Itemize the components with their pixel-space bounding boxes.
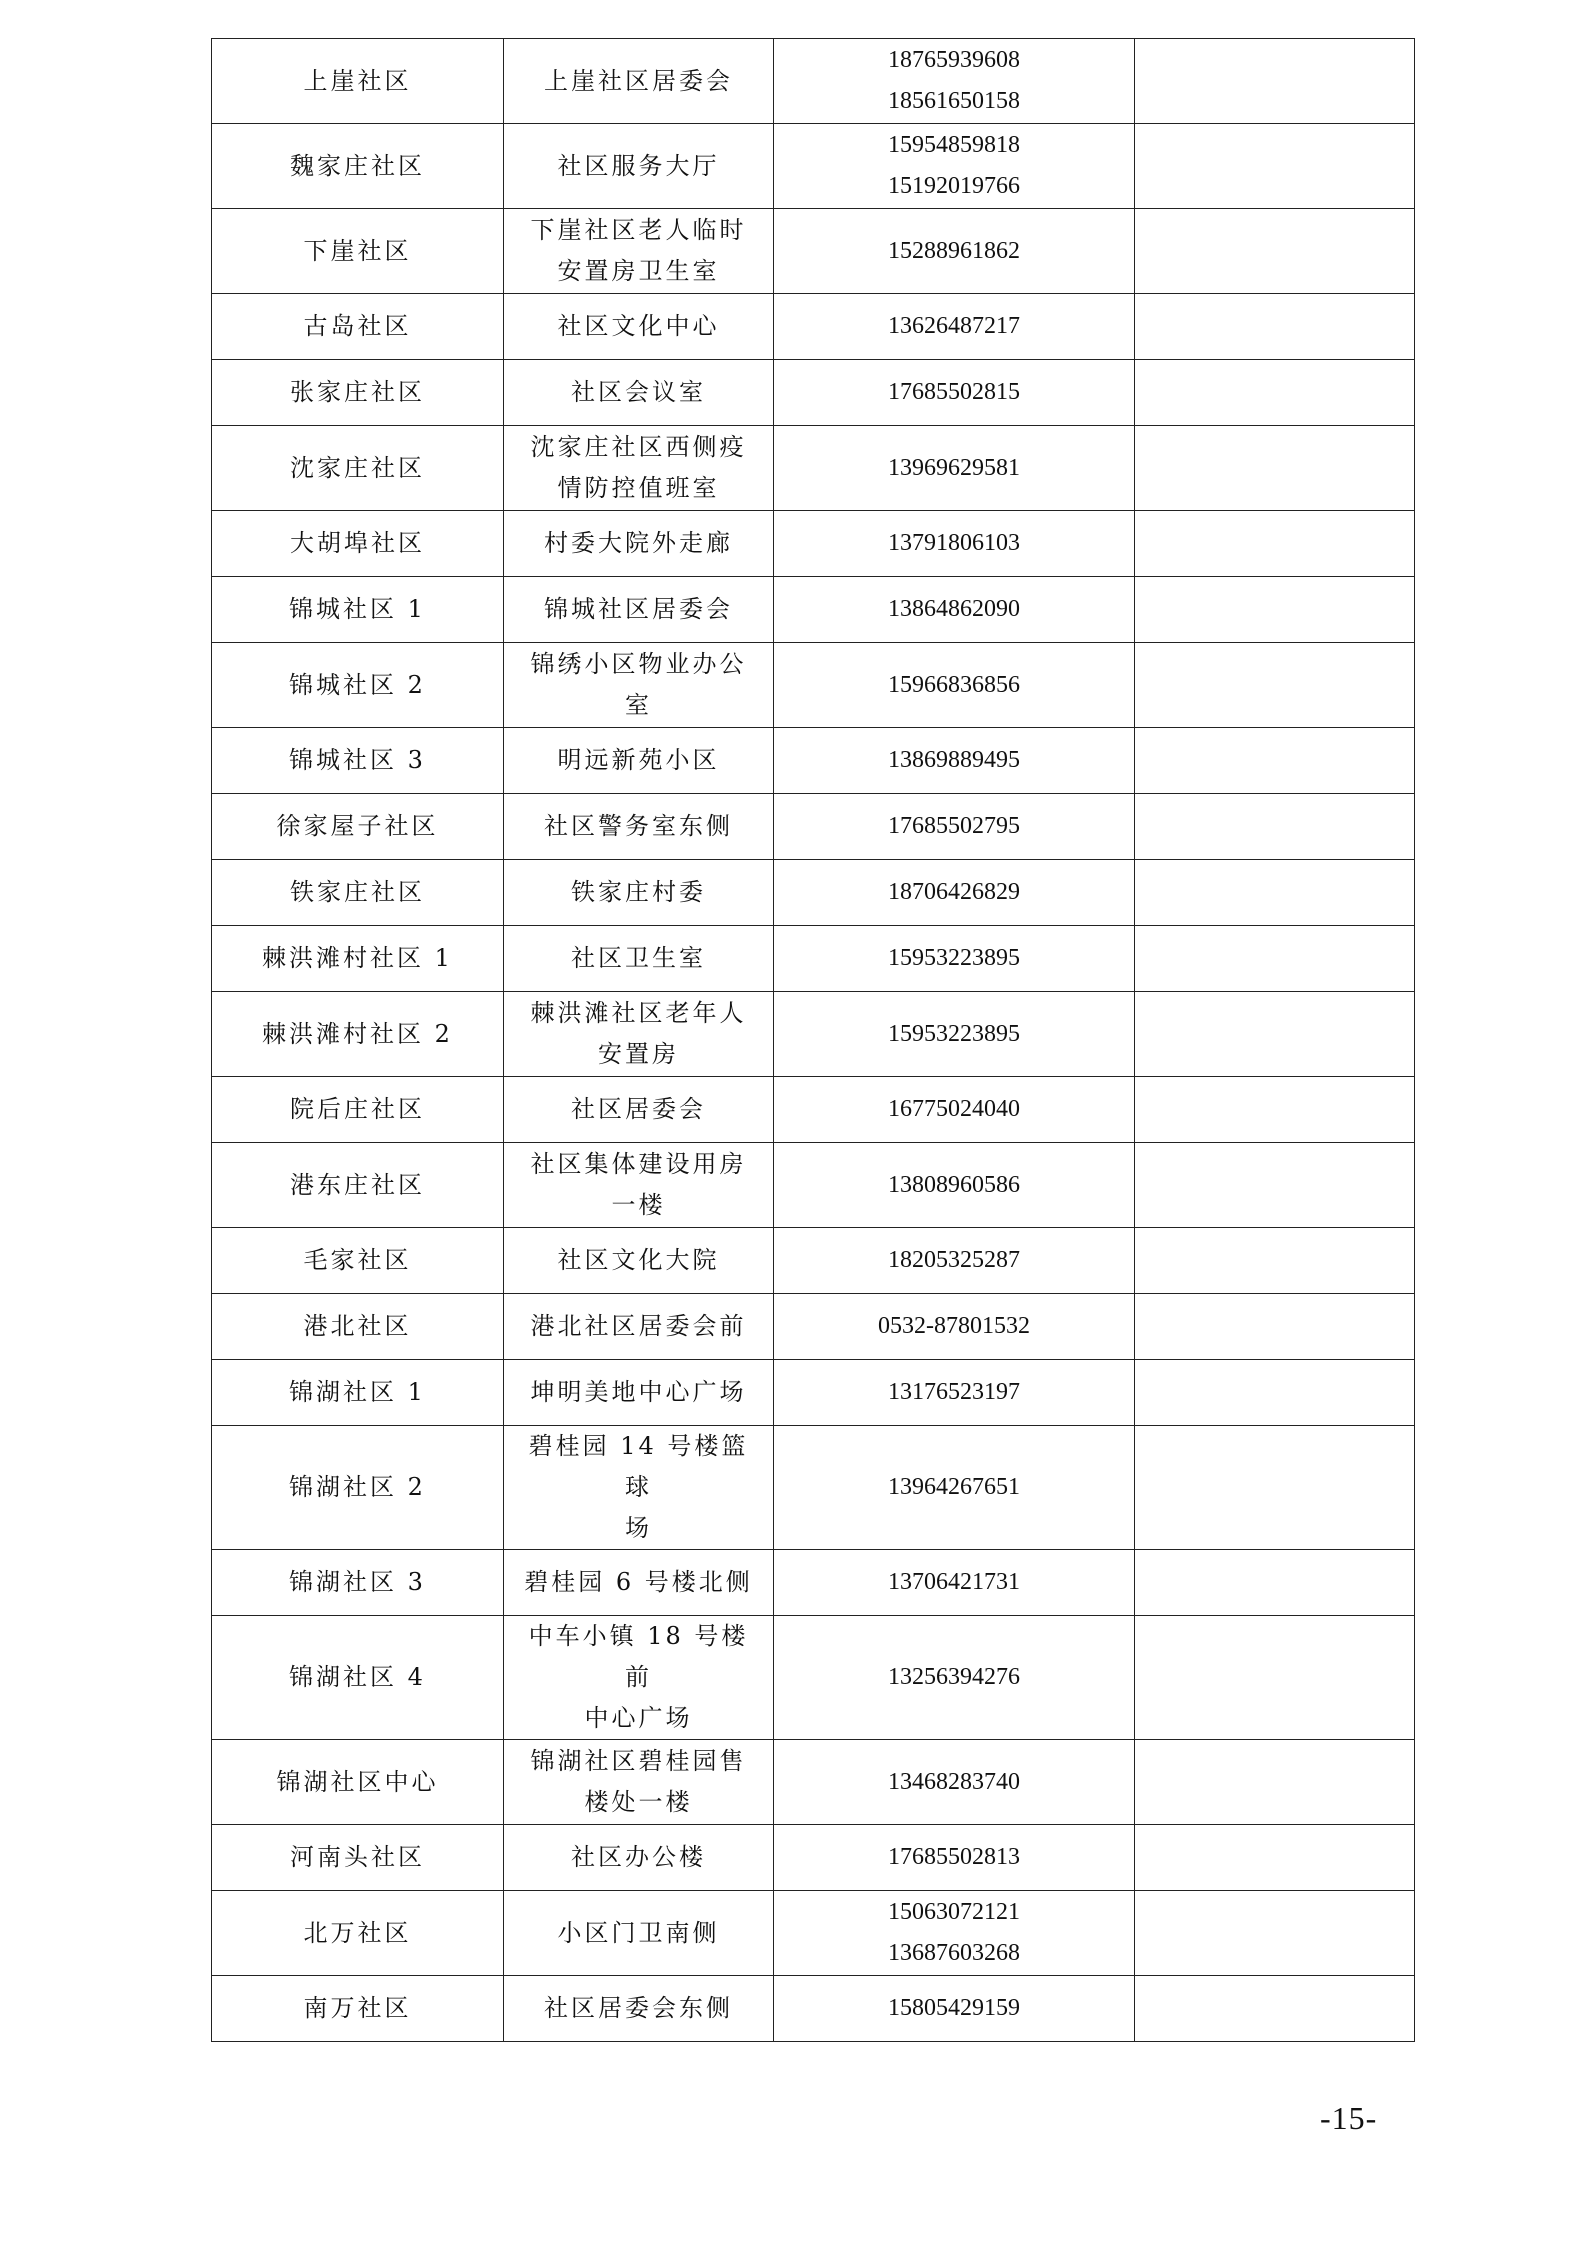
phone-number: 13808960586 <box>888 1171 1020 1198</box>
note-cell <box>1135 124 1415 209</box>
table-row <box>212 1550 1415 1616</box>
location-cell <box>504 209 774 294</box>
location-cell <box>504 1976 774 2042</box>
location-line: 铁家庄村委 <box>571 878 706 906</box>
note-cell <box>1135 511 1415 577</box>
phone-number: 15288961862 <box>888 237 1020 264</box>
phone-number: 15954859818 <box>888 132 1020 158</box>
community-name-cell: 锦城社区 1 <box>212 577 504 643</box>
note-cell <box>1135 728 1415 794</box>
phone-number: 13969629581 <box>888 454 1020 481</box>
phone-cell <box>774 577 1135 643</box>
phone-cell <box>774 1616 1135 1740</box>
phone-cell <box>774 1740 1135 1825</box>
phone-cell <box>774 1294 1135 1360</box>
table-row <box>212 1740 1415 1825</box>
community-name-cell: 徐家屋子社区 <box>212 794 504 860</box>
location-cell <box>504 1077 774 1143</box>
phone-cell <box>774 39 1135 124</box>
location-line: 上崖社区居委会 <box>544 66 733 95</box>
phone-number: 13626487217 <box>888 313 1020 339</box>
phone-cell <box>774 209 1135 294</box>
location-cell <box>504 1616 774 1740</box>
note-cell <box>1135 1426 1415 1550</box>
location-cell <box>504 294 774 360</box>
community-name-cell: 锦湖社区 2 <box>212 1426 504 1550</box>
phone-cell <box>774 1077 1135 1143</box>
table-row <box>212 39 1415 124</box>
phone-number: 15192019766 <box>888 173 1020 199</box>
note-cell <box>1135 643 1415 728</box>
note-cell <box>1135 209 1415 294</box>
location-line: 社区办公楼 <box>571 1843 706 1871</box>
phone-number: 15063072121 <box>888 1899 1020 1925</box>
phone-cell <box>774 294 1135 360</box>
phone-cell <box>774 426 1135 511</box>
phone-cell <box>774 1891 1135 1976</box>
phone-number: 13869889495 <box>888 747 1020 773</box>
phone-cell <box>774 511 1135 577</box>
location-line: 社区集体建设用房 <box>530 1150 747 1178</box>
note-cell <box>1135 1891 1415 1976</box>
location-line: 室 <box>625 691 652 719</box>
location-cell <box>504 1740 774 1825</box>
location-line: 场 <box>625 1514 652 1542</box>
community-name-cell: 河南头社区 <box>212 1825 504 1891</box>
location-cell <box>504 426 774 511</box>
phone-number: 13468283740 <box>888 1768 1020 1795</box>
phone-number: 13687603268 <box>888 1940 1020 1966</box>
table-row <box>212 860 1415 926</box>
location-line: 锦绣小区物业办公 <box>530 650 747 678</box>
location-cell <box>504 728 774 794</box>
note-cell <box>1135 1143 1415 1228</box>
location-cell <box>504 1426 774 1550</box>
phone-number: 13706421731 <box>888 1569 1020 1595</box>
community-name-cell: 锦湖社区中心 <box>212 1740 504 1825</box>
location-line: 碧桂园 6 号楼北侧 <box>524 1568 753 1596</box>
location-cell <box>504 926 774 992</box>
location-cell <box>504 1228 774 1294</box>
phone-number: 15953223895 <box>888 1020 1020 1047</box>
community-name-cell: 锦湖社区 4 <box>212 1616 504 1740</box>
location-line: 社区居委会东侧 <box>544 1994 733 2022</box>
note-cell <box>1135 1360 1415 1426</box>
phone-number: 18561650158 <box>888 88 1020 114</box>
community-name-cell: 上崖社区 <box>212 39 504 124</box>
phone-number: 13256394276 <box>888 1664 1020 1690</box>
table-body <box>212 39 1415 2042</box>
table-row <box>212 926 1415 992</box>
location-line: 碧桂园 14 号楼篮球 <box>528 1432 749 1501</box>
phone-number: 13864862090 <box>888 596 1020 622</box>
location-line: 一楼 <box>611 1191 666 1219</box>
table-row <box>212 511 1415 577</box>
phone-number: 17685502795 <box>888 813 1020 839</box>
phone-cell <box>774 643 1135 728</box>
community-name-cell: 古岛社区 <box>212 294 504 360</box>
community-name-cell: 北万社区 <box>212 1891 504 1976</box>
location-cell <box>504 1360 774 1426</box>
phone-cell <box>774 860 1135 926</box>
phone-number: 18706426829 <box>888 879 1020 905</box>
location-cell <box>504 992 774 1077</box>
phone-cell <box>774 124 1135 209</box>
location-line: 楼处一楼 <box>584 1788 693 1816</box>
phone-number: 17685502813 <box>888 1844 1020 1870</box>
table-row <box>212 124 1415 209</box>
location-cell <box>504 511 774 577</box>
community-name-cell: 毛家社区 <box>212 1228 504 1294</box>
phone-cell <box>774 1228 1135 1294</box>
note-cell <box>1135 426 1415 511</box>
table-row <box>212 992 1415 1077</box>
table-row <box>212 1143 1415 1228</box>
community-name-cell: 锦城社区 2 <box>212 643 504 728</box>
phone-number: 13791806103 <box>888 530 1020 556</box>
location-cell <box>504 1143 774 1228</box>
location-line: 安置房 <box>598 1040 679 1068</box>
location-line: 社区会议室 <box>571 378 706 406</box>
table-row <box>212 426 1415 511</box>
phone-number: 16775024040 <box>888 1096 1020 1122</box>
community-name-cell: 港北社区 <box>212 1294 504 1360</box>
table-row <box>212 728 1415 794</box>
community-contact-table <box>211 38 1415 2042</box>
phone-number: 13176523197 <box>888 1379 1020 1405</box>
table-row <box>212 294 1415 360</box>
table-row <box>212 643 1415 728</box>
note-cell <box>1135 294 1415 360</box>
note-cell <box>1135 1740 1415 1825</box>
phone-cell <box>774 1426 1135 1550</box>
location-cell <box>504 124 774 209</box>
phone-cell <box>774 728 1135 794</box>
location-cell <box>504 794 774 860</box>
table-row <box>212 1616 1415 1740</box>
note-cell <box>1135 1550 1415 1616</box>
community-name-cell: 沈家庄社区 <box>212 426 504 511</box>
page-number: -15- <box>1320 2100 1378 2136</box>
location-line: 沈家庄社区西侧疫 <box>530 433 747 461</box>
table-row <box>212 209 1415 294</box>
note-cell <box>1135 1616 1415 1740</box>
phone-number: 0532-87801532 <box>878 1313 1030 1339</box>
table-row <box>212 794 1415 860</box>
note-cell <box>1135 860 1415 926</box>
phone-cell <box>774 1825 1135 1891</box>
phone-cell <box>774 360 1135 426</box>
phone-cell <box>774 794 1135 860</box>
location-cell <box>504 1294 774 1360</box>
location-line: 中车小镇 18 号楼前 <box>528 1622 749 1691</box>
note-cell <box>1135 360 1415 426</box>
phone-cell <box>774 1143 1135 1228</box>
note-cell <box>1135 1976 1415 2042</box>
note-cell <box>1135 1825 1415 1891</box>
community-name-cell: 港东庄社区 <box>212 1143 504 1228</box>
table-row <box>212 1825 1415 1891</box>
location-cell <box>504 860 774 926</box>
location-cell <box>504 577 774 643</box>
location-line: 村委大院外走廊 <box>544 529 733 557</box>
location-cell <box>504 1891 774 1976</box>
community-name-cell: 院后庄社区 <box>212 1077 504 1143</box>
community-name-cell: 张家庄社区 <box>212 360 504 426</box>
phone-number: 18205325287 <box>888 1247 1020 1273</box>
note-cell <box>1135 1294 1415 1360</box>
location-cell <box>504 1550 774 1616</box>
location-line: 社区居委会 <box>571 1095 706 1123</box>
community-name-cell: 铁家庄社区 <box>212 860 504 926</box>
phone-number: 15953223895 <box>888 945 1020 971</box>
table-row <box>212 1077 1415 1143</box>
phone-number: 15966836856 <box>888 671 1020 698</box>
note-cell <box>1135 794 1415 860</box>
location-line: 安置房卫生室 <box>557 257 720 285</box>
location-line: 下崖社区老人临时 <box>530 216 747 244</box>
phone-number: 18765939608 <box>888 47 1020 73</box>
location-line: 社区服务大厅 <box>557 151 720 180</box>
community-name-cell: 锦城社区 3 <box>212 728 504 794</box>
table-row <box>212 1228 1415 1294</box>
location-line: 社区文化中心 <box>557 312 720 340</box>
location-cell <box>504 1825 774 1891</box>
location-line: 情防控值班室 <box>557 474 720 502</box>
location-line: 锦湖社区碧桂园售 <box>530 1747 747 1775</box>
table-row <box>212 1294 1415 1360</box>
location-cell <box>504 643 774 728</box>
note-cell <box>1135 1228 1415 1294</box>
location-line: 港北社区居委会前 <box>530 1312 747 1340</box>
location-line: 坤明美地中心广场 <box>530 1378 747 1406</box>
location-cell <box>504 360 774 426</box>
location-cell <box>504 39 774 124</box>
phone-cell <box>774 926 1135 992</box>
location-line: 社区卫生室 <box>571 944 706 972</box>
table-row <box>212 360 1415 426</box>
table-row <box>212 1360 1415 1426</box>
community-name-cell: 魏家庄社区 <box>212 124 504 209</box>
phone-cell <box>774 992 1135 1077</box>
phone-number: 15805429159 <box>888 1995 1020 2021</box>
community-name-cell: 锦湖社区 3 <box>212 1550 504 1616</box>
note-cell <box>1135 1077 1415 1143</box>
location-line: 中心广场 <box>584 1704 693 1732</box>
table-row <box>212 1891 1415 1976</box>
phone-cell <box>774 1550 1135 1616</box>
note-cell <box>1135 577 1415 643</box>
phone-cell <box>774 1976 1135 2042</box>
community-name-cell: 大胡埠社区 <box>212 511 504 577</box>
note-cell <box>1135 39 1415 124</box>
table-row <box>212 1426 1415 1550</box>
note-cell <box>1135 992 1415 1077</box>
phone-number: 13964267651 <box>888 1474 1020 1500</box>
location-line: 小区门卫南侧 <box>557 1918 720 1947</box>
location-line: 棘洪滩社区老年人 <box>530 999 747 1027</box>
phone-cell <box>774 1360 1135 1426</box>
location-line: 明远新苑小区 <box>557 746 720 774</box>
location-line: 锦城社区居委会 <box>544 595 733 623</box>
community-name-cell: 棘洪滩村社区 2 <box>212 992 504 1077</box>
community-name-cell: 南万社区 <box>212 1976 504 2042</box>
phone-number: 17685502815 <box>888 379 1020 405</box>
note-cell <box>1135 926 1415 992</box>
location-line: 社区文化大院 <box>557 1246 720 1274</box>
community-name-cell: 下崖社区 <box>212 209 504 294</box>
community-name-cell: 棘洪滩村社区 1 <box>212 926 504 992</box>
location-line: 社区警务室东侧 <box>544 812 733 840</box>
community-name-cell: 锦湖社区 1 <box>212 1360 504 1426</box>
table-row <box>212 577 1415 643</box>
table-row <box>212 1976 1415 2042</box>
